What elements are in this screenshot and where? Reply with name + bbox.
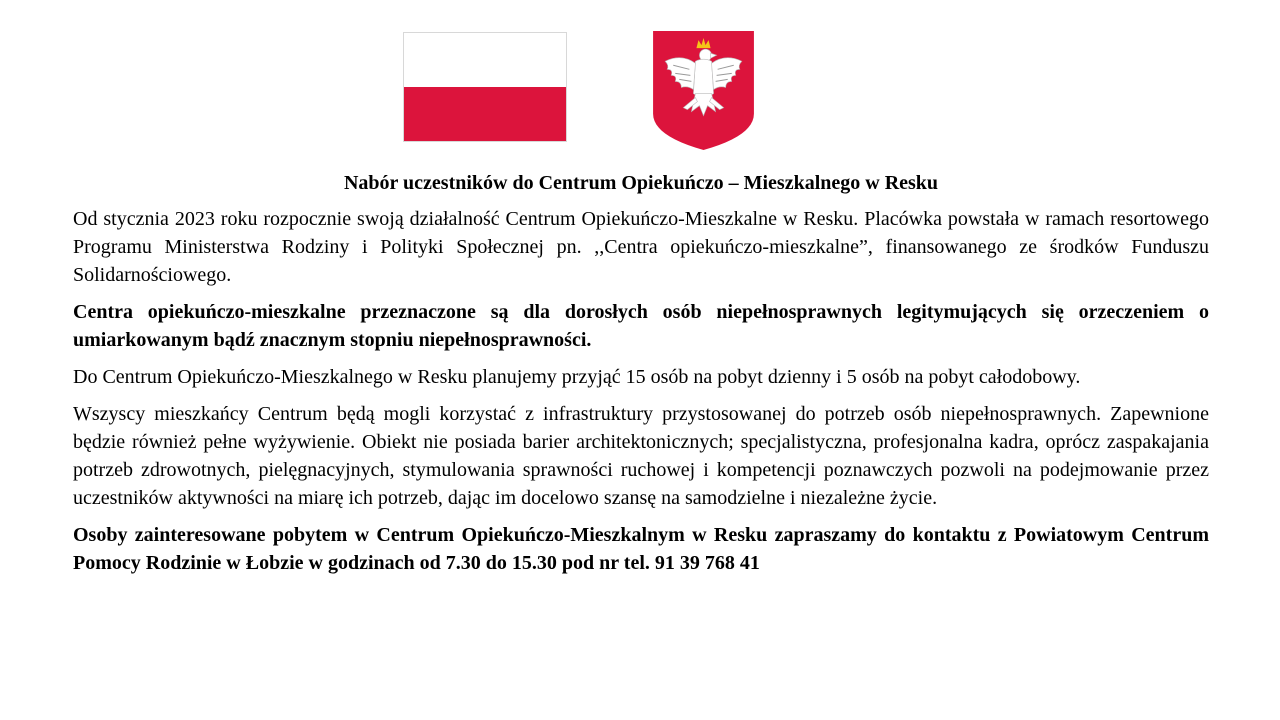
flag-red-stripe [404, 87, 566, 141]
flag-white-stripe [404, 33, 566, 87]
paragraph-facilities: Wszyscy mieszkańcy Centrum będą mogli korzystać z infrastruktury przystosowanej do potrzeb osób niepełnosprawnych. Zapewnione będzie również pełne wyżywienie. Obiekt nie posiada barier architektonicznych; specjalistyczna, profesjonalna kadra, oprócz zaspakajania potrzeb zdrowotnych, pielęgnacyjnych, stymulowania sprawności ruchowej i kompetencji poznawczych pozwoli na podejmowanie przez uczestników aktywności na miarę ich potrzeb, dając im docelowo szansę na samodzielne i niezależne życie. [73, 403, 1209, 509]
paragraph-eligibility: Centra opiekuńczo-mieszkalne przeznaczone są dla dorosłych osób niepełnosprawnych legitymujących się orzeczeniem o umiarkowanym bądź znacznym stopniu niepełnosprawności. [73, 301, 1209, 351]
paragraph-capacity: Do Centrum Opiekuńczo-Mieszkalnego w Resku planujemy przyjąć 15 osób na pobyt dzienny i 5 osób na pobyt całodobowy. [73, 366, 1081, 388]
polish-flag-icon [403, 32, 567, 142]
paragraph-contact: Osoby zainteresowane pobytem w Centrum Opiekuńczo-Mieszkalnym w Resku zapraszamy do kontaktu z Powiatowym Centrum Pomocy Rodzinie w Łobzie w godzinach od 7.30 do 15.30 pod nr tel. 91 39 768 41 [73, 524, 1209, 574]
polish-coat-of-arms-icon [653, 31, 754, 150]
document-body [73, 168, 1209, 586]
document-title: Nabór uczestników do Centrum Opiekuńczo – Mieszkalnego w Resku [343, 172, 939, 194]
paragraph-intro: Od stycznia 2023 roku rozpocznie swoją działalność Centrum Opiekuńczo-Mieszkalne w Resku. Placówka powstała w ramach resortowego Programu Ministerstwa Rodziny i Polityki Społecznej pn. ,,Centra opiekuńczo-mieszkalne”, finansowanego ze środków Funduszu Solidarnościowego. [73, 208, 1209, 286]
